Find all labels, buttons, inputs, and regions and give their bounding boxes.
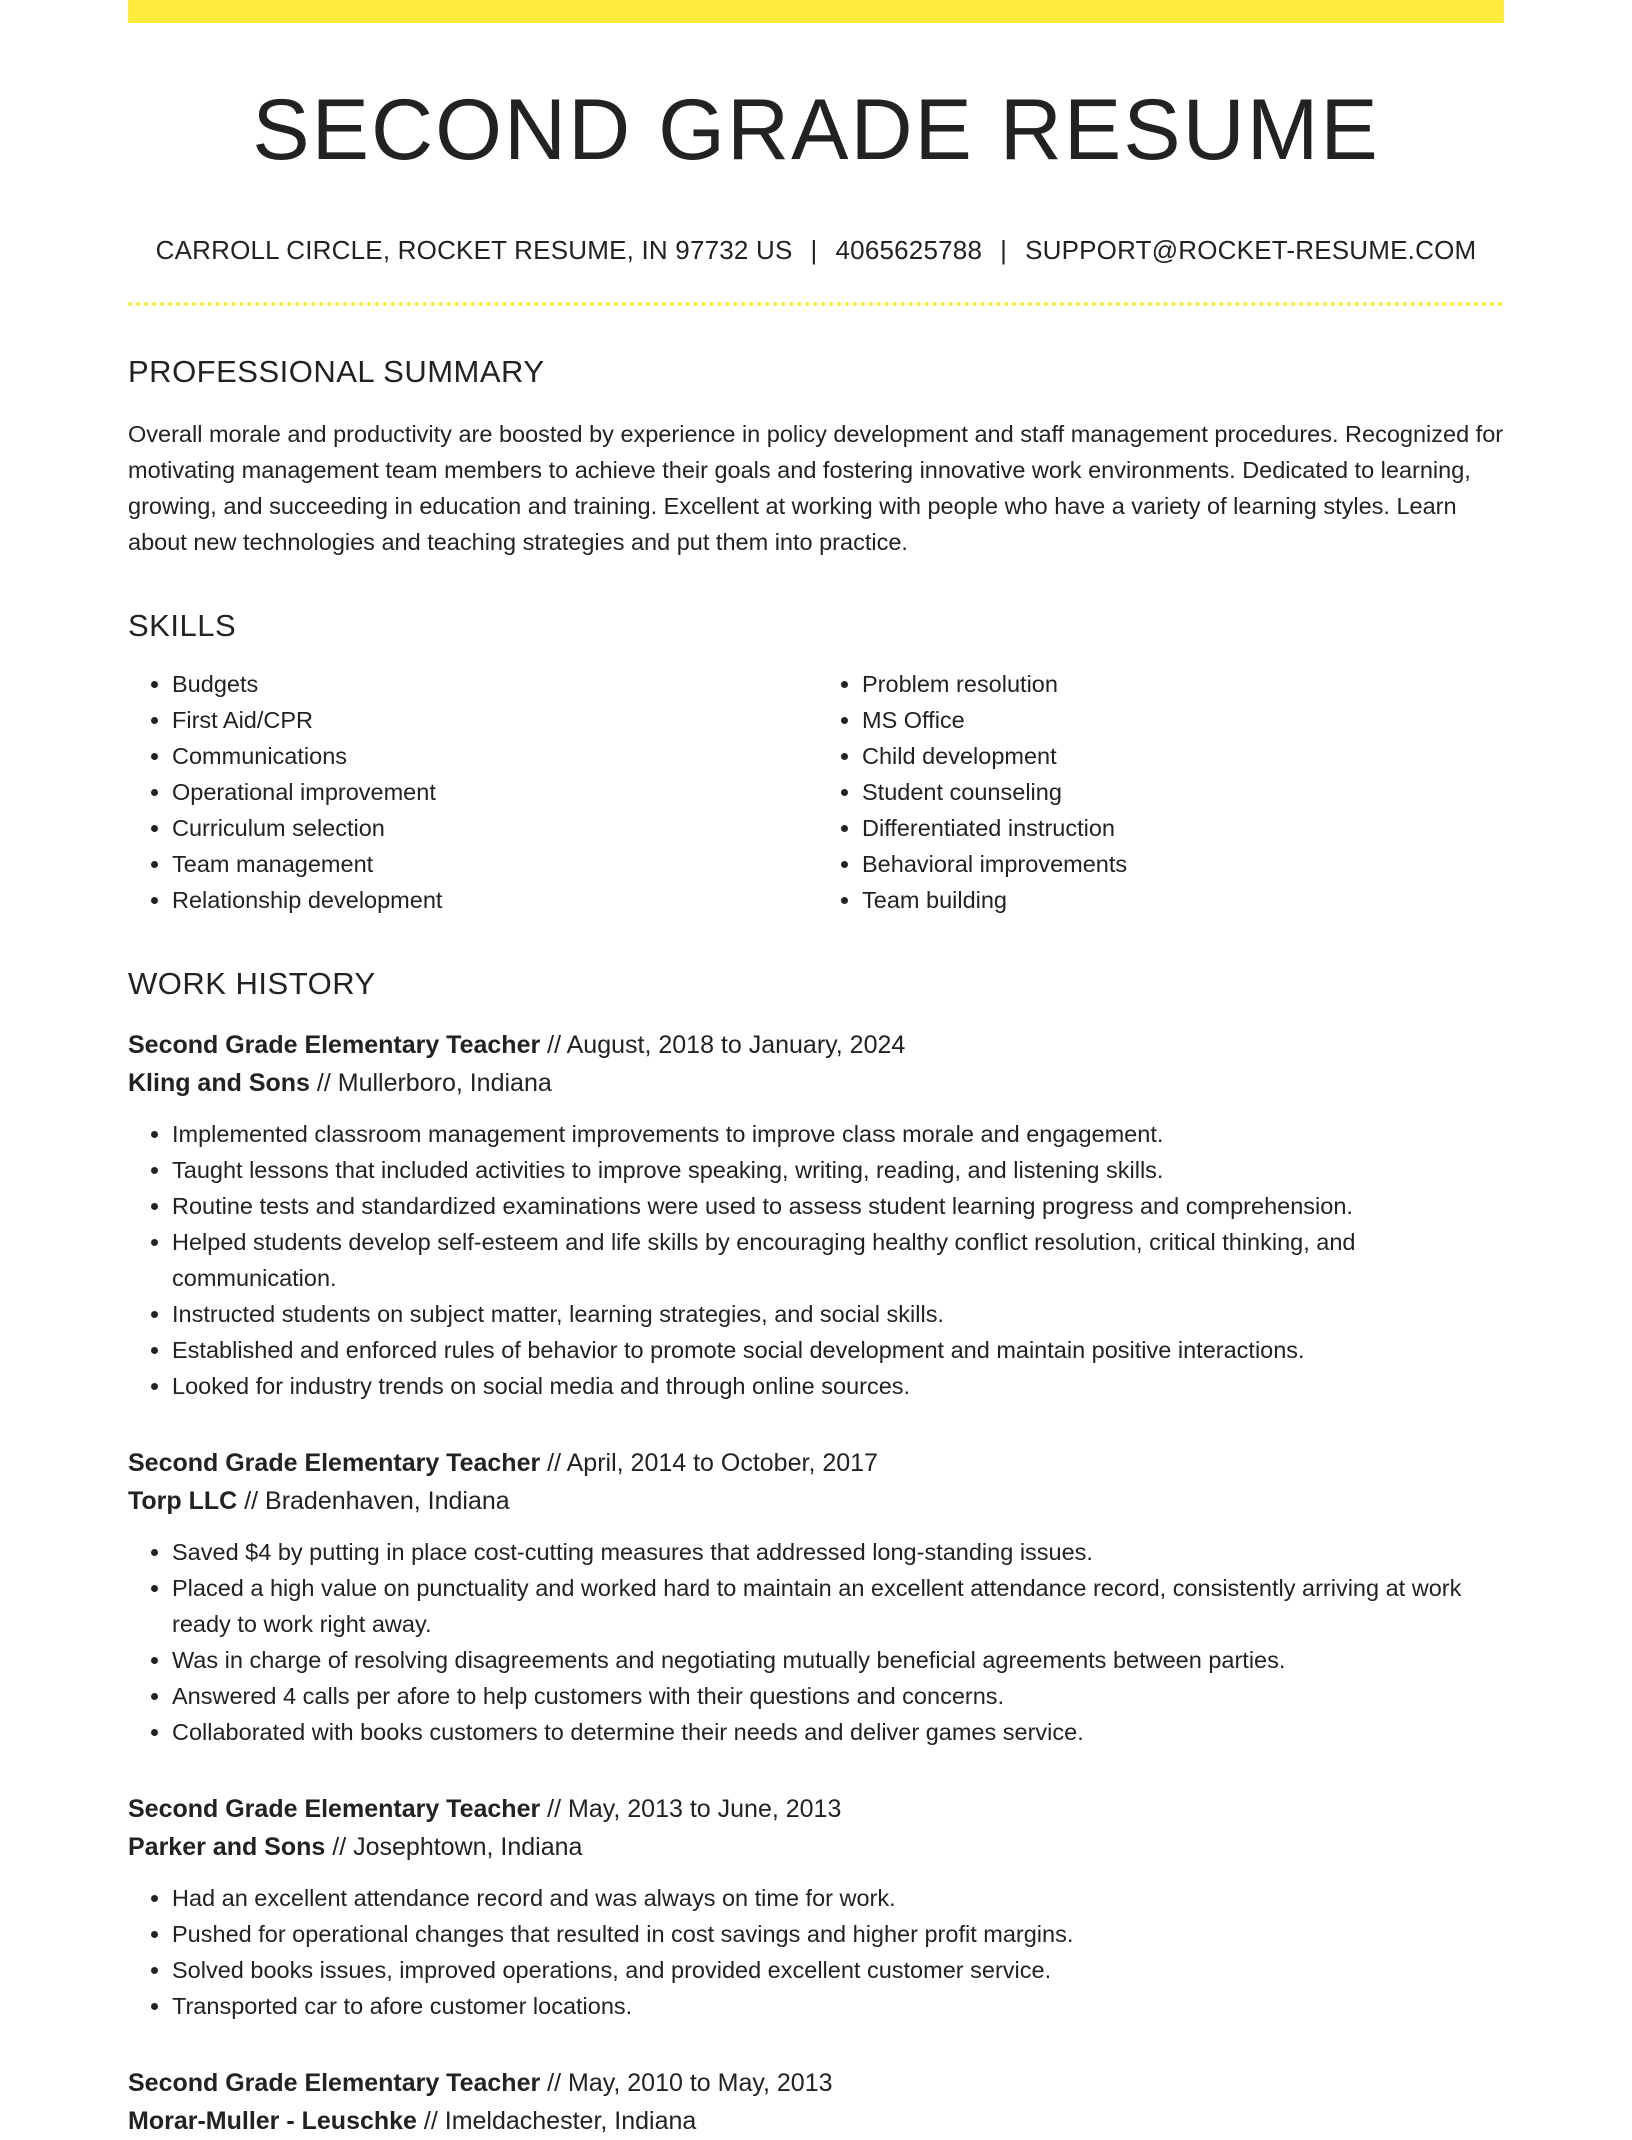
skill-item: • Budgets xyxy=(172,666,816,702)
skills-heading: SKILLS xyxy=(128,608,237,644)
skill-item: • Differentiated instruction xyxy=(862,810,1504,846)
contact-separator: | xyxy=(810,235,818,266)
job-bullet: • Had an excellent attendance record and was always on time for work. xyxy=(172,1880,1504,1916)
contact-line xyxy=(128,235,1504,266)
job-dates: // August, 2018 to January, 2024 xyxy=(547,1031,906,1060)
contact-address: CARROLL CIRCLE, ROCKET RESUME, IN 97732 US xyxy=(155,235,793,266)
job-bullet: • Established and enforced rules of behavior to promote social development and maintain positive interactions. xyxy=(172,1332,1504,1368)
skill-item: • Relationship development xyxy=(172,882,816,918)
skill-item: • First Aid/CPR xyxy=(172,702,816,738)
job-bullet: • Saved $4 by putting in place cost-cutting measures that addressed long-standing issues. xyxy=(172,1534,1504,1570)
job-bullet: • Was in charge of resolving disagreements and negotiating mutually beneficial agreements between parties. xyxy=(172,1642,1504,1678)
job-company: Parker and Sons xyxy=(128,1833,326,1862)
contact-phone: 4065625788 xyxy=(835,235,983,266)
job-bullet: • Routine tests and standardized examinations were used to assess student learning progress and comprehension. xyxy=(172,1188,1504,1224)
job-company-line xyxy=(128,1482,1504,1520)
job-bullet: • Taught lessons that included activities to improve speaking, writing, reading, and listening skills. xyxy=(172,1152,1504,1188)
skills-column-right xyxy=(816,666,1504,918)
job-location: // Imeldachester, Indiana xyxy=(423,2107,697,2136)
job-bullet: • Implemented classroom management improvements to improve class morale and engagement. xyxy=(172,1116,1504,1152)
job-bullets xyxy=(128,1534,1504,1750)
job-location: // Mullerboro, Indiana xyxy=(316,1069,552,1098)
skill-item: • Behavioral improvements xyxy=(862,846,1504,882)
job-company-line xyxy=(128,1828,1504,1866)
job-title: Second Grade Elementary Teacher xyxy=(128,1031,541,1060)
skills-list xyxy=(128,666,1504,918)
summary-heading: PROFESSIONAL SUMMARY xyxy=(128,354,545,390)
job-location: // Bradenhaven, Indiana xyxy=(244,1487,510,1516)
resume-title: SECOND GRADE RESUME xyxy=(252,82,1380,178)
job-bullet: • Helped students develop self-esteem and life skills by encouraging healthy conflict resolution, critical thinking, and communication. xyxy=(172,1224,1504,1296)
job-company: Kling and Sons xyxy=(128,1069,310,1098)
job-entry xyxy=(128,1444,1504,1750)
job-entry xyxy=(128,2064,1504,2140)
skill-item: • MS Office xyxy=(862,702,1504,738)
contact-separator: | xyxy=(1000,235,1008,266)
top-accent-bar xyxy=(128,0,1504,23)
job-entry xyxy=(128,1026,1504,1404)
job-bullet: • Collaborated with books customers to determine their needs and deliver games service. xyxy=(172,1714,1504,1750)
job-bullet: • Instructed students on subject matter, learning strategies, and social skills. xyxy=(172,1296,1504,1332)
job-bullets xyxy=(128,1116,1504,1404)
skill-item: • Team building xyxy=(862,882,1504,918)
job-title-line xyxy=(128,1444,1504,1482)
work-history-heading: WORK HISTORY xyxy=(128,966,376,1002)
contact-email: SUPPORT@ROCKET-RESUME.COM xyxy=(1025,235,1477,266)
skill-item: • Curriculum selection xyxy=(172,810,816,846)
skill-item: • Team management xyxy=(172,846,816,882)
job-dates: // May, 2013 to June, 2013 xyxy=(547,1795,842,1824)
job-title: Second Grade Elementary Teacher xyxy=(128,1795,541,1824)
job-bullets xyxy=(128,1880,1504,2024)
skill-item: • Communications xyxy=(172,738,816,774)
summary-text: Overall morale and productivity are boosted by experience in policy development and staff management procedures. Recognized for motivating management team members to achieve their goals and fostering innovative work environments. Dedicated to learning, growing, and succeeding in education and training. Excellent at working with people who have a variety of learning styles. Learn about new technologies and teaching strategies and put them into practice. xyxy=(128,421,1504,556)
skill-item: • Student counseling xyxy=(862,774,1504,810)
resume-page xyxy=(128,0,1504,2140)
job-entry xyxy=(128,1790,1504,2024)
job-title: Second Grade Elementary Teacher xyxy=(128,1449,541,1478)
skill-item: • Operational improvement xyxy=(172,774,816,810)
job-bullet: • Transported car to afore customer locations. xyxy=(172,1988,1504,2024)
job-title-line xyxy=(128,2064,1504,2102)
job-company: Morar-Muller - Leuschke xyxy=(128,2107,417,2136)
job-bullet: • Answered 4 calls per afore to help customers with their questions and concerns. xyxy=(172,1678,1504,1714)
job-bullet: • Placed a high value on punctuality and worked hard to maintain an excellent attendance record, consistently arriving at work ready to work right away. xyxy=(172,1570,1504,1642)
job-title-line xyxy=(128,1790,1504,1828)
skill-item: • Child development xyxy=(862,738,1504,774)
job-title-line xyxy=(128,1026,1504,1064)
job-dates: // April, 2014 to October, 2017 xyxy=(547,1449,878,1478)
job-bullet: • Solved books issues, improved operations, and provided excellent customer service. xyxy=(172,1952,1504,1988)
job-company: Torp LLC xyxy=(128,1487,238,1516)
job-company-line xyxy=(128,1064,1504,1102)
skill-item: • Problem resolution xyxy=(862,666,1504,702)
job-bullet: • Looked for industry trends on social media and through online sources. xyxy=(172,1368,1504,1404)
dotted-divider xyxy=(128,302,1504,306)
job-location: // Josephtown, Indiana xyxy=(332,1833,583,1862)
job-dates: // May, 2010 to May, 2013 xyxy=(547,2069,833,2098)
job-bullet: • Pushed for operational changes that resulted in cost savings and higher profit margins. xyxy=(172,1916,1504,1952)
job-company-line xyxy=(128,2102,1504,2140)
skills-column-left xyxy=(128,666,816,918)
job-title: Second Grade Elementary Teacher xyxy=(128,2069,541,2098)
